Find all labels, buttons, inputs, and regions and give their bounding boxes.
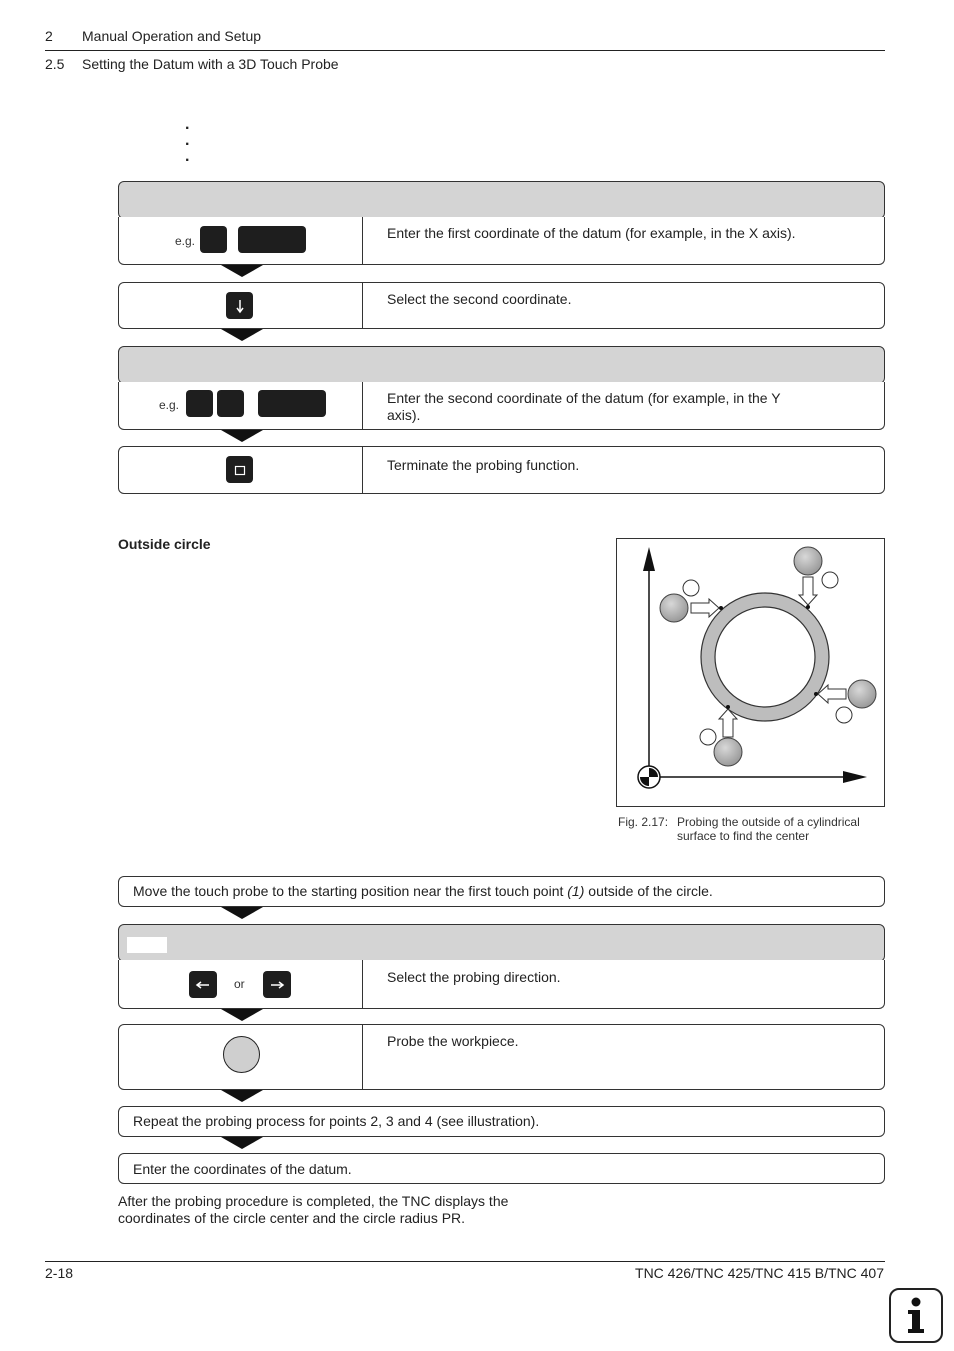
flow-arrow [221,1137,263,1149]
flow-arrow [221,329,263,341]
section-heading: Outside circle [118,536,211,552]
probe-ball-1 [660,594,688,622]
step-text: Terminate the probing function. [387,457,580,473]
end-square-icon [234,464,246,476]
softkey-bar-1 [118,181,885,219]
eg-label: e.g. [175,234,196,248]
step-text: Select the second coordinate. [387,291,572,307]
page-number: 2-18 [45,1265,74,1281]
step-text: Probe the workpiece. [387,1033,519,1049]
probe-ball-2 [794,547,822,575]
step-text: Enter the first coordinate of the datum (for example, in the X axis). [387,225,796,241]
x-axis-arrowhead [843,771,867,783]
step-row-repeat [118,1106,885,1137]
flow-arrow [221,1009,263,1021]
ellipsis-dot-3: . [185,148,190,165]
figure-caption-line-2: surface to find the center [677,829,810,843]
step-row-enter-y [118,382,885,430]
footer-rule [45,1261,885,1262]
chapter-number: 2 [45,28,53,44]
flow-arrow [221,907,263,919]
arrow-left-icon [195,980,211,990]
section-title: Setting the Datum with a 3D Touch Probe [82,56,339,72]
step-row-select-second [118,282,885,329]
axis-key[interactable] [200,226,227,253]
point-marker-1 [683,580,699,596]
step-text: Move the touch probe to the starting position near the first touch point (1) outside of the circle. [133,883,713,899]
closing-paragraph-line-2: coordinates of the circle center and the circle radius PR. [118,1210,466,1226]
y-axis-arrowhead [643,547,655,571]
probing-diagram [617,539,884,806]
step-text: Enter the coordinates of the datum. [133,1161,352,1177]
probe-ball-4 [714,738,742,766]
info-icon [889,1288,943,1343]
step-row-terminate [118,446,885,494]
step-text: Enter the second coordinate of the datum (for example, in the Y axis). [387,390,781,423]
approach-arrow-3 [818,685,846,703]
eg-label: e.g. [159,398,180,412]
header-rule [45,50,885,51]
step-row-probe [118,1024,885,1090]
datum-icon [638,766,660,788]
flow-arrow [221,265,263,277]
step-row-enter-x [118,217,885,265]
model-name: TNC 426/TNC 425/TNC 415 B/TNC 407 [635,1265,884,1281]
closing-paragraph-line-1: After the probing procedure is completed, the TNC displays the [118,1193,509,1209]
digit-key-1[interactable] [186,390,213,417]
arrow-right-icon [269,980,285,990]
softkey-highlight [127,937,167,953]
point-marker-4 [700,729,716,745]
step-text: Repeat the probing process for points 2, 3 and 4 (see illustration). [133,1113,540,1129]
arrow-down-key[interactable] [226,292,253,319]
ent-key[interactable] [258,390,326,417]
step-text: Select the probing direction. [387,969,561,985]
arrow-right-key[interactable] [263,971,291,998]
end-key[interactable] [226,456,253,483]
figure-caption-line-1: Probing the outside of a cylindrical [677,815,860,829]
ellipsis-dot-2: . [185,132,190,149]
arrow-down-icon [233,298,247,314]
flow-arrow [221,1090,263,1102]
nc-start-button[interactable] [223,1036,260,1073]
step-row-enter-coords [118,1153,885,1184]
chapter-title: Manual Operation and Setup [82,28,262,44]
softkey-bar-3 [118,924,885,962]
softkey-bar-2 [118,346,885,384]
approach-arrow-2 [799,577,817,605]
approach-arrow-1 [691,599,719,617]
point-marker-2 [822,572,838,588]
figure-caption-number: Fig. 2.17: [618,815,669,829]
ent-key[interactable] [238,226,306,253]
step-row-move-probe [118,876,885,907]
probe-ball-3 [848,680,876,708]
ellipsis-dot-1: . [185,116,190,133]
point-marker-3 [836,707,852,723]
or-label: or [234,977,245,991]
arrow-left-key[interactable] [189,971,217,998]
flow-arrow [221,430,263,442]
section-number: 2.5 [45,56,65,72]
step-row-direction [118,960,885,1009]
digit-key-2[interactable] [217,390,244,417]
figure-outside-circle [616,538,885,807]
